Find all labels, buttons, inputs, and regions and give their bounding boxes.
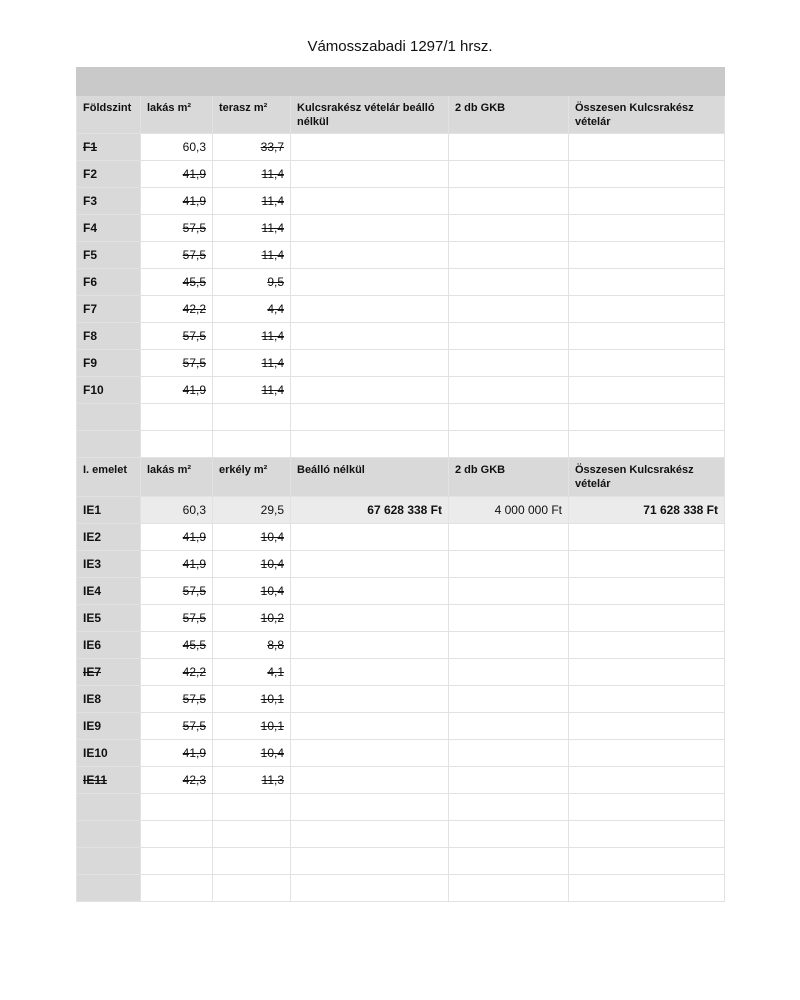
outdoor-area-cell[interactable]: [213, 740, 291, 767]
empty-cell[interactable]: [449, 431, 569, 458]
unit-id-cell-value: F3: [83, 194, 98, 208]
table-row[interactable]: [77, 323, 725, 350]
unit-id-cell-value: F7: [83, 302, 98, 316]
total-cell[interactable]: [569, 659, 725, 686]
price-cell[interactable]: [291, 767, 449, 794]
empty-cell[interactable]: [141, 431, 213, 458]
total-cell[interactable]: [569, 713, 725, 740]
unit-id-cell[interactable]: [77, 632, 141, 659]
apartment-area-cell[interactable]: [141, 497, 213, 524]
unit-id-cell-value: IE10: [83, 746, 108, 760]
empty-cell[interactable]: [569, 794, 725, 821]
unit-id-cell-value: F1: [83, 140, 98, 154]
apartment-area-cell[interactable]: [141, 659, 213, 686]
total-cell[interactable]: [569, 188, 725, 215]
unit-id-cell[interactable]: [77, 161, 141, 188]
header-gkb: 2 db GKB: [449, 458, 569, 497]
price-cell[interactable]: [291, 242, 449, 269]
unit-id-cell[interactable]: [77, 524, 141, 551]
empty-cell[interactable]: [141, 848, 213, 875]
gkb-cell[interactable]: [449, 605, 569, 632]
apartment-area-cell[interactable]: [141, 215, 213, 242]
price-cell[interactable]: [291, 578, 449, 605]
outdoor-area-cell-value: 11,3: [261, 773, 284, 787]
gkb-cell[interactable]: [449, 497, 569, 524]
empty-cell[interactable]: [77, 404, 141, 431]
empty-cell[interactable]: [77, 431, 141, 458]
pricing-table: [76, 67, 725, 902]
unit-id-cell-value: F2: [83, 167, 98, 181]
unit-id-cell-value: IE5: [83, 611, 102, 625]
unit-id-cell[interactable]: [77, 269, 141, 296]
unit-id-cell[interactable]: [77, 686, 141, 713]
apartment-area-cell[interactable]: [141, 632, 213, 659]
apartment-area-cell-value: 57,5: [182, 584, 206, 598]
outdoor-area-cell[interactable]: [213, 377, 291, 404]
apartment-area-cell-value: 45,5: [182, 275, 206, 289]
gkb-cell[interactable]: [449, 740, 569, 767]
header-balcony-area: erkély m²: [213, 458, 291, 497]
outdoor-area-cell[interactable]: [213, 215, 291, 242]
total-cell[interactable]: [569, 323, 725, 350]
price-cell[interactable]: [291, 740, 449, 767]
empty-cell[interactable]: [141, 821, 213, 848]
total-cell[interactable]: [569, 740, 725, 767]
empty-cell[interactable]: [569, 848, 725, 875]
table-row[interactable]: [77, 242, 725, 269]
total-cell[interactable]: [569, 134, 725, 161]
apartment-area-cell-value: 57,5: [182, 329, 206, 343]
total-cell[interactable]: [569, 551, 725, 578]
apartment-area-cell[interactable]: [141, 713, 213, 740]
gkb-cell[interactable]: [449, 323, 569, 350]
table-row[interactable]: [77, 686, 725, 713]
empty-cell[interactable]: [213, 821, 291, 848]
outdoor-area-cell[interactable]: [213, 713, 291, 740]
price-cell[interactable]: [291, 323, 449, 350]
apartment-area-cell-value: 42,2: [182, 302, 206, 316]
header-terrace-area: terasz m²: [213, 96, 291, 134]
table-top-bar: [77, 68, 725, 96]
price-cell[interactable]: [291, 686, 449, 713]
outdoor-area-cell-value: 10,4: [260, 746, 284, 760]
table-row[interactable]: [77, 215, 725, 242]
outdoor-area-cell-value: 11,4: [261, 383, 284, 397]
price-cell[interactable]: [291, 350, 449, 377]
empty-cell[interactable]: [77, 821, 141, 848]
unit-id-cell[interactable]: [77, 242, 141, 269]
page-title: Vámosszabadi 1297/1 hrsz.: [307, 38, 493, 55]
total-cell[interactable]: [569, 605, 725, 632]
empty-cell[interactable]: [141, 404, 213, 431]
apartment-area-cell[interactable]: [141, 578, 213, 605]
empty-cell[interactable]: [213, 848, 291, 875]
table-row[interactable]: [77, 497, 725, 524]
outdoor-area-cell[interactable]: [213, 161, 291, 188]
apartment-area-cell[interactable]: [141, 134, 213, 161]
empty-cell[interactable]: [569, 875, 725, 902]
total-cell[interactable]: [569, 296, 725, 323]
outdoor-area-cell[interactable]: [213, 524, 291, 551]
outdoor-area-cell[interactable]: [213, 605, 291, 632]
empty-cell[interactable]: [449, 848, 569, 875]
apartment-area-cell-value: 57,5: [182, 221, 206, 235]
apartment-area-cell-value: 41,9: [182, 557, 206, 571]
gkb-cell-value: 4 000 000 Ft: [494, 503, 562, 517]
header-apartment-area: lakás m²: [141, 458, 213, 497]
total-cell[interactable]: [569, 215, 725, 242]
price-cell[interactable]: [291, 497, 449, 524]
outdoor-area-cell[interactable]: [213, 188, 291, 215]
empty-cell[interactable]: [213, 404, 291, 431]
header-price-no-parking: Beálló nélkül: [291, 458, 449, 497]
apartment-area-cell-value: 57,5: [182, 356, 206, 370]
unit-id-cell[interactable]: [77, 605, 141, 632]
header-price-no-parking: Kulcsrakész vételár beálló nélkül: [291, 96, 449, 134]
total-cell[interactable]: [569, 377, 725, 404]
apartment-area-cell[interactable]: [141, 551, 213, 578]
apartment-area-cell[interactable]: [141, 161, 213, 188]
apartment-area-cell-value: 57,5: [182, 248, 206, 262]
apartment-area-cell-value: 42,2: [182, 665, 206, 679]
price-cell[interactable]: [291, 713, 449, 740]
empty-cell[interactable]: [77, 848, 141, 875]
apartment-area-cell-value: 41,9: [182, 530, 206, 544]
total-cell[interactable]: [569, 350, 725, 377]
gkb-cell[interactable]: [449, 296, 569, 323]
apartment-area-cell[interactable]: [141, 605, 213, 632]
apartment-area-cell-value: 41,9: [182, 194, 206, 208]
unit-id-cell[interactable]: [77, 377, 141, 404]
gkb-cell[interactable]: [449, 188, 569, 215]
apartment-area-cell[interactable]: [141, 686, 213, 713]
apartment-area-cell-value: 41,9: [182, 746, 206, 760]
unit-id-cell-value: IE7: [83, 665, 102, 679]
total-cell[interactable]: [569, 632, 725, 659]
empty-cell[interactable]: [449, 794, 569, 821]
outdoor-area-cell-value: 10,1: [260, 692, 284, 706]
price-cell[interactable]: [291, 215, 449, 242]
unit-id-cell[interactable]: [77, 350, 141, 377]
empty-cell[interactable]: [213, 431, 291, 458]
unit-id-cell-value: F6: [83, 275, 98, 289]
total-cell[interactable]: [569, 242, 725, 269]
unit-id-cell[interactable]: [77, 551, 141, 578]
price-cell[interactable]: [291, 134, 449, 161]
outdoor-area-cell-value: 10,4: [260, 557, 284, 571]
empty-cell[interactable]: [291, 875, 449, 902]
empty-cell[interactable]: [291, 848, 449, 875]
total-cell[interactable]: [569, 269, 725, 296]
outdoor-area-cell-value: 4,1: [267, 665, 284, 679]
apartment-area-cell[interactable]: [141, 350, 213, 377]
outdoor-area-cell[interactable]: [213, 686, 291, 713]
apartment-area-cell-value: 60,3: [182, 140, 206, 154]
table-row[interactable]: [77, 659, 725, 686]
apartment-area-cell[interactable]: [141, 740, 213, 767]
empty-cell[interactable]: [449, 404, 569, 431]
outdoor-area-cell-value: 33,7: [260, 140, 284, 154]
outdoor-area-cell-value: 11,4: [261, 248, 284, 262]
table-row[interactable]: [77, 740, 725, 767]
price-cell[interactable]: [291, 524, 449, 551]
outdoor-area-cell[interactable]: [213, 242, 291, 269]
gkb-cell[interactable]: [449, 350, 569, 377]
price-cell[interactable]: [291, 269, 449, 296]
empty-cell[interactable]: [291, 821, 449, 848]
table-row[interactable]: [77, 713, 725, 740]
empty-row[interactable]: [77, 848, 725, 875]
outdoor-area-cell[interactable]: [213, 323, 291, 350]
gkb-cell[interactable]: [449, 242, 569, 269]
outdoor-area-cell-value: 10,2: [260, 611, 284, 625]
empty-cell[interactable]: [569, 404, 725, 431]
apartment-area-cell[interactable]: [141, 188, 213, 215]
table-row[interactable]: [77, 578, 725, 605]
table-row[interactable]: [77, 605, 725, 632]
empty-cell[interactable]: [449, 875, 569, 902]
outdoor-area-cell[interactable]: [213, 350, 291, 377]
ground-floor-header-row: [77, 96, 725, 134]
empty-cell[interactable]: [141, 875, 213, 902]
empty-cell[interactable]: [77, 794, 141, 821]
apartment-area-cell[interactable]: [141, 767, 213, 794]
apartment-area-cell-value: 57,5: [182, 719, 206, 733]
outdoor-area-cell-value: 9,5: [267, 275, 284, 289]
empty-cell[interactable]: [569, 821, 725, 848]
table-row[interactable]: [77, 524, 725, 551]
gkb-cell[interactable]: [449, 767, 569, 794]
apartment-area-cell-value: 60,3: [182, 503, 206, 517]
apartment-area-cell-value: 42,3: [182, 773, 206, 787]
table-row[interactable]: [77, 188, 725, 215]
empty-cell[interactable]: [569, 431, 725, 458]
unit-id-cell[interactable]: [77, 740, 141, 767]
unit-id-cell-value: IE2: [83, 530, 102, 544]
apartment-area-cell[interactable]: [141, 269, 213, 296]
header-total-price: Összesen Kulcsrakész vételár: [569, 458, 725, 497]
apartment-area-cell-value: 57,5: [182, 692, 206, 706]
outdoor-area-cell[interactable]: [213, 767, 291, 794]
outdoor-area-cell[interactable]: [213, 632, 291, 659]
unit-id-cell[interactable]: [77, 767, 141, 794]
unit-id-cell-value: IE11: [83, 773, 108, 787]
empty-cell[interactable]: [291, 404, 449, 431]
apartment-area-cell-value: 41,9: [182, 383, 206, 397]
price-cell[interactable]: [291, 605, 449, 632]
unit-id-cell[interactable]: [77, 578, 141, 605]
unit-id-cell[interactable]: [77, 296, 141, 323]
outdoor-area-cell-value: 11,4: [261, 194, 284, 208]
outdoor-area-cell-value: 8,8: [267, 638, 284, 652]
header-total-price: Összesen Kulcsrakész vételár: [569, 96, 725, 134]
gkb-cell[interactable]: [449, 686, 569, 713]
empty-row[interactable]: [77, 431, 725, 458]
header-apartment-area: lakás m²: [141, 96, 213, 134]
unit-id-cell[interactable]: [77, 323, 141, 350]
unit-id-cell-value: F9: [83, 356, 98, 370]
empty-cell[interactable]: [77, 875, 141, 902]
outdoor-area-cell-value: 11,4: [261, 356, 284, 370]
unit-id-cell[interactable]: [77, 134, 141, 161]
apartment-area-cell[interactable]: [141, 524, 213, 551]
total-cell[interactable]: [569, 524, 725, 551]
empty-row[interactable]: [77, 404, 725, 431]
outdoor-area-cell[interactable]: [213, 269, 291, 296]
price-cell-value: 67 628 338 Ft: [367, 503, 442, 517]
unit-id-cell-value: IE6: [83, 638, 102, 652]
price-cell[interactable]: [291, 161, 449, 188]
price-cell[interactable]: [291, 377, 449, 404]
apartment-area-cell-value: 45,5: [182, 638, 206, 652]
total-cell[interactable]: [569, 497, 725, 524]
unit-id-cell-value: IE8: [83, 692, 102, 706]
gkb-cell[interactable]: [449, 713, 569, 740]
outdoor-area-cell-value: 11,4: [261, 167, 284, 181]
unit-id-cell-value: IE9: [83, 719, 102, 733]
price-cell[interactable]: [291, 632, 449, 659]
price-cell[interactable]: [291, 659, 449, 686]
gkb-cell[interactable]: [449, 269, 569, 296]
outdoor-area-cell[interactable]: [213, 134, 291, 161]
table-row[interactable]: [77, 134, 725, 161]
outdoor-area-cell-value: 10,4: [260, 530, 284, 544]
unit-id-cell-value: F4: [83, 221, 98, 235]
unit-id-cell[interactable]: [77, 713, 141, 740]
table-row[interactable]: [77, 377, 725, 404]
unit-id-cell[interactable]: [77, 659, 141, 686]
price-cell[interactable]: [291, 296, 449, 323]
apartment-area-cell[interactable]: [141, 296, 213, 323]
table-row[interactable]: [77, 632, 725, 659]
unit-id-cell-value: IE1: [83, 503, 102, 517]
outdoor-area-cell-value: 10,1: [260, 719, 284, 733]
outdoor-area-cell-value: 4,4: [267, 302, 284, 316]
apartment-area-cell[interactable]: [141, 323, 213, 350]
table-row[interactable]: [77, 161, 725, 188]
outdoor-area-cell-value: 11,4: [261, 221, 284, 235]
table-row[interactable]: [77, 767, 725, 794]
outdoor-area-cell-value: 29,5: [260, 503, 284, 517]
table-row[interactable]: [77, 551, 725, 578]
outdoor-area-cell[interactable]: [213, 659, 291, 686]
apartment-area-cell-value: 57,5: [182, 611, 206, 625]
table-row[interactable]: [77, 269, 725, 296]
unit-id-cell[interactable]: [77, 188, 141, 215]
outdoor-area-cell[interactable]: [213, 578, 291, 605]
gkb-cell[interactable]: [449, 134, 569, 161]
apartment-area-cell[interactable]: [141, 242, 213, 269]
unit-id-cell[interactable]: [77, 215, 141, 242]
total-cell[interactable]: [569, 686, 725, 713]
apartment-area-cell[interactable]: [141, 377, 213, 404]
empty-row[interactable]: [77, 875, 725, 902]
unit-id-cell-value: IE4: [83, 584, 102, 598]
gkb-cell[interactable]: [449, 551, 569, 578]
empty-cell[interactable]: [291, 794, 449, 821]
gkb-cell[interactable]: [449, 215, 569, 242]
unit-id-cell-value: F8: [83, 329, 98, 343]
empty-cell[interactable]: [291, 431, 449, 458]
gkb-cell[interactable]: [449, 161, 569, 188]
table-row[interactable]: [77, 296, 725, 323]
first-floor-header-row: [77, 458, 725, 497]
total-cell[interactable]: [569, 161, 725, 188]
outdoor-area-cell[interactable]: [213, 551, 291, 578]
empty-row[interactable]: [77, 794, 725, 821]
apartment-area-cell-value: 41,9: [182, 167, 206, 181]
gkb-cell[interactable]: [449, 632, 569, 659]
outdoor-area-cell-value: 10,4: [260, 584, 284, 598]
unit-id-cell-value: F10: [83, 383, 104, 397]
gkb-cell[interactable]: [449, 377, 569, 404]
table-row[interactable]: [77, 350, 725, 377]
gkb-cell[interactable]: [449, 659, 569, 686]
total-cell[interactable]: [569, 767, 725, 794]
empty-row[interactable]: [77, 821, 725, 848]
total-cell-value: 71 628 338 Ft: [643, 503, 718, 517]
outdoor-area-cell[interactable]: [213, 497, 291, 524]
total-cell[interactable]: [569, 578, 725, 605]
price-cell[interactable]: [291, 551, 449, 578]
empty-cell[interactable]: [213, 794, 291, 821]
gkb-cell[interactable]: [449, 578, 569, 605]
header-gkb: 2 db GKB: [449, 96, 569, 134]
empty-cell[interactable]: [141, 794, 213, 821]
outdoor-area-cell[interactable]: [213, 296, 291, 323]
unit-id-cell-value: F5: [83, 248, 98, 262]
header-floor: I. emelet: [77, 458, 141, 497]
outdoor-area-cell-value: 11,4: [261, 329, 284, 343]
empty-cell[interactable]: [213, 875, 291, 902]
header-floor: Földszint: [77, 96, 141, 134]
unit-id-cell[interactable]: [77, 497, 141, 524]
empty-cell[interactable]: [449, 821, 569, 848]
gkb-cell[interactable]: [449, 524, 569, 551]
unit-id-cell-value: IE3: [83, 557, 102, 571]
price-cell[interactable]: [291, 188, 449, 215]
